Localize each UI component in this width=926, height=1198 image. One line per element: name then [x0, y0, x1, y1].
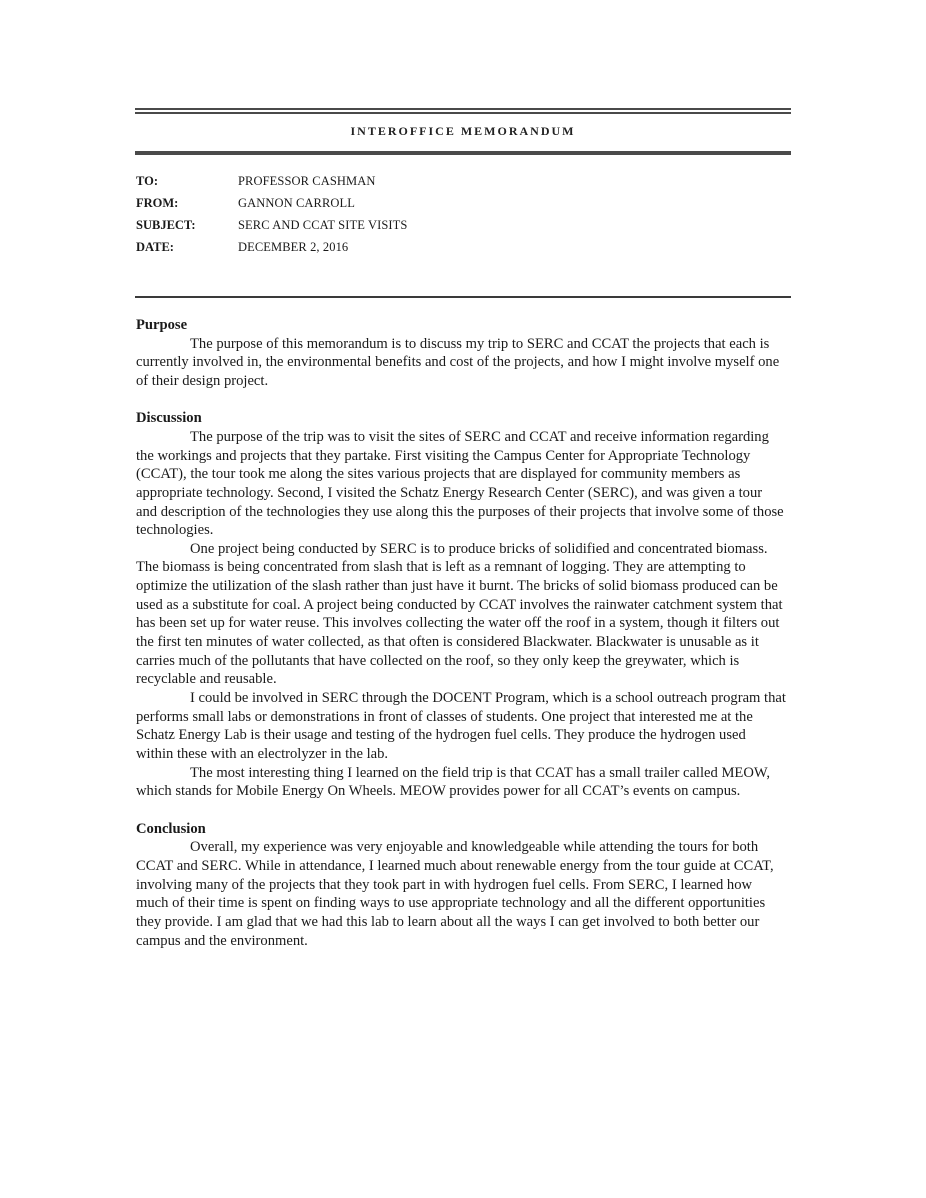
to-value: PROFESSOR CASHMAN [238, 173, 376, 188]
conclusion-paragraph: Overall, my experience was very enjoyable and knowledgeable while attending the tours for both CCAT and SERC. While in attendance, I learned much about renewable energy from the tour guide at CCAT, involving many of the projects that they took part in with hydrogen fuel cells. From SERC, I learned how much of their time is spent on finding ways to use appropriate technology and all the different opportunities they provide. I am glad that we had this lab to learn about all the ways I can get involved to both better our campus and the environment. [136, 839, 774, 949]
discussion-heading: Discussion [136, 410, 202, 427]
discussion-paragraph-1: The purpose of the trip was to visit the sites of SERC and CCAT and receive information regarding the workings and projects that they partake. First visiting the Campus Center for Appropriate Technology (CCAT), the tour took me along the sites various projects that are displayed for community members as appropriate technology. Second, I visited the Schatz Energy Research Center (SERC), and was given a tour and description of the technologies they use along this the purposes of their projects that involve some of those technologies. [136, 428, 784, 539]
header-row-to [136, 170, 407, 192]
discussion-paragraph-3: I could be involved in SERC through the DOCENT Program, which is a school outreach program that performs small labs or demonstrations in front of classes of students. One project that interested me at the Schatz Energy Lab is their usage and testing of the hydrogen fuel cells. They produce the hydrogen used within these with an electrolyzer in the lab. [136, 690, 786, 763]
top-rule-thin [135, 108, 791, 110]
section-discussion [136, 409, 786, 801]
to-label: TO: [136, 173, 158, 188]
from-label: FROM: [136, 195, 179, 210]
header-row-subject [136, 214, 407, 236]
purpose-paragraph: The purpose of this memorandum is to discuss my trip to SERC and CCAT the projects that each is currently involved in, the environmental benefits and cost of the projects, and how I might involve myself one of their design project. [136, 335, 780, 389]
from-value: GANNON CARROLL [238, 195, 356, 210]
subject-label: SUBJECT: [136, 217, 196, 232]
conclusion-heading: Conclusion [136, 820, 206, 837]
header-divider-rule [135, 151, 791, 155]
top-rule-thick [135, 112, 791, 114]
header-bottom-rule [135, 296, 791, 298]
memo-body [136, 316, 786, 969]
date-value: DECEMBER 2, 2016 [238, 239, 349, 254]
date-label: DATE: [136, 239, 174, 254]
section-conclusion [136, 820, 786, 951]
memo-header-fields [136, 170, 407, 258]
discussion-paragraph-2: One project being conducted by SERC is to produce bricks of solidified and concentrated biomass. The biomass is being concentrated from slash that is left as a remnant of logging. They are attempting to optimize the utilization of the slash rather than just have it burnt. The bricks of solid biomass produced can be used as a substitute for coal. A project being conducted by CCAT involves the rainwater catchment system that has been set up for water reuse. This involves collecting the water off the roof in a system, though it filters out the first ten minutes of water collected, as that often is considered Blackwater. Blackwater is unusable as it carries much of the pollutants that have collected on the roof, so they only keep the greywater, which is recyclable and reusable. [136, 540, 783, 688]
purpose-heading: Purpose [136, 317, 188, 333]
memo-title: INTEROFFICE MEMORANDUM [350, 124, 576, 138]
discussion-paragraph-4: The most interesting thing I learned on the field trip is that CCAT has a small trailer called MEOW, which stands for Mobile Energy On Wheels. MEOW provides power for all CCAT’s events on campus. [136, 764, 770, 800]
subject-value: SERC AND CCAT SITE VISITS [238, 217, 408, 232]
header-row-from [136, 192, 407, 214]
section-purpose [136, 316, 786, 391]
header-row-date [136, 236, 407, 258]
